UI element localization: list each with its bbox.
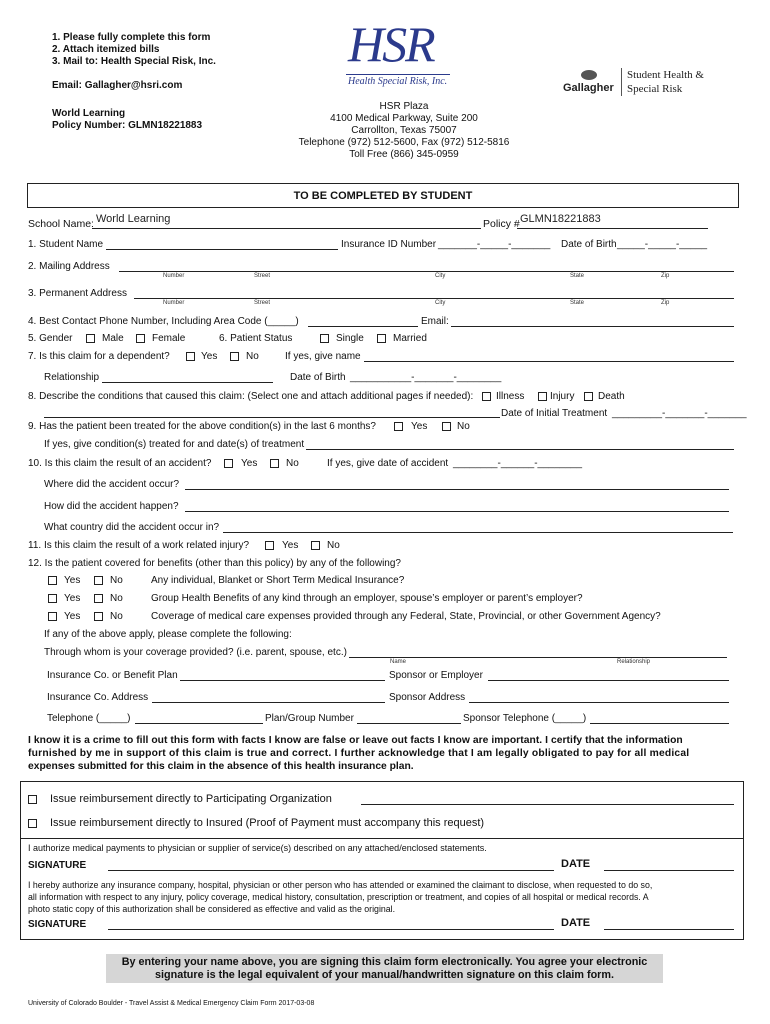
q9b-label: If yes, give condition(s) treated for and date(s) of treatment	[44, 439, 305, 450]
country-label: What country did the accident occur in?	[44, 522, 220, 533]
date-label-1: DATE	[561, 858, 591, 870]
signature-label-1: SIGNATURE	[28, 860, 87, 871]
no-label: No	[110, 611, 123, 622]
insurance-co-field[interactable]	[180, 680, 385, 681]
mailing-address-field[interactable]	[119, 271, 734, 272]
dependent-dob-field[interactable]: ___________-_______-________	[350, 372, 502, 383]
date-field-1[interactable]	[604, 870, 734, 871]
q5-label: 5. Gender	[28, 333, 73, 344]
accident-date-field[interactable]: ________-______-________	[453, 458, 583, 469]
certify-line: I know it is a crime to fill out this form with facts I know are false or leave out facts I know are important. I certify that the information	[28, 735, 683, 746]
gallagher-wordmark: Gallagher	[563, 82, 614, 94]
policy-number: Policy Number: GLMN18221883	[52, 120, 203, 131]
plan-label: Plan/Group Number	[265, 713, 354, 724]
authorize2-line: I hereby authorize any insurance company, hospital, physician or other person who has attended or examined the claimant to disclose, when requested to do so,	[28, 880, 653, 890]
addr-sub-zip: Zip	[661, 300, 670, 306]
q12-label: 12. Is the patient covered for benefits (other than this policy) by any of the following?	[28, 558, 401, 569]
cov3-no-checkbox[interactable]	[94, 612, 103, 621]
dependent-name-field[interactable]	[364, 361, 734, 362]
through-label: Through whom is your coverage provided? (i.e. parent, spouse, etc.)	[44, 647, 347, 658]
work-no-checkbox[interactable]	[311, 541, 320, 550]
plan-field[interactable]	[357, 723, 461, 724]
date-field-2[interactable]	[604, 929, 734, 930]
insurance-id-label: Insurance ID Number	[341, 239, 437, 250]
permanent-address-field[interactable]	[134, 298, 734, 299]
section-title-box	[27, 183, 739, 208]
address-line: 4100 Medical Parkway, Suite 200	[330, 113, 478, 124]
accident-no-checkbox[interactable]	[270, 459, 279, 468]
treated-yes-checkbox[interactable]	[394, 422, 403, 431]
policy-label: Policy #	[483, 218, 520, 230]
relationship-sub: Relationship	[617, 659, 651, 665]
yes-label: Yes	[282, 540, 299, 551]
reimb-org-label: Issue reimbursement directly to Participating Organization	[50, 793, 332, 805]
death-label: Death	[598, 391, 625, 402]
yes-label: Yes	[201, 351, 218, 362]
hsr-logo-subtitle: Health Special Risk, Inc.	[348, 76, 448, 87]
cov2-yes-checkbox[interactable]	[48, 594, 57, 603]
authorize2-line: photo static copy of this authorization shall be considered as effective and valid as the original.	[28, 904, 396, 914]
telephone-field[interactable]	[135, 723, 263, 724]
injury-checkbox[interactable]	[538, 392, 547, 401]
yes-label: Yes	[64, 611, 81, 622]
org-name: World Learning	[52, 108, 126, 119]
gallagher-globe-icon	[581, 70, 597, 80]
address-line: HSR Plaza	[379, 101, 429, 112]
hsr-logo	[344, 18, 454, 88]
injury-label: Injury	[550, 391, 575, 402]
male-checkbox[interactable]	[86, 334, 95, 343]
q1-label: 1. Student Name	[28, 239, 104, 250]
cov1-yes-checkbox[interactable]	[48, 576, 57, 585]
electronic-line-2: signature is the legal equivalent of your manual/handwritten signature on this claim form.	[155, 969, 614, 981]
cov3-yes-checkbox[interactable]	[48, 612, 57, 621]
illness-label: Illness	[496, 391, 525, 402]
sponsor-telephone-field[interactable]	[590, 723, 729, 724]
addr-sub-state: State	[570, 300, 585, 306]
instruction-3: 3. Mail to: Health Special Risk, Inc.	[52, 56, 216, 67]
no-label: No	[110, 593, 123, 604]
female-checkbox[interactable]	[136, 334, 145, 343]
yes-label: Yes	[64, 593, 81, 604]
q3-label: 3. Permanent Address	[28, 288, 127, 299]
q8-label: 8. Describe the conditions that caused this claim: (Select one and attach additional pages if needed):	[28, 391, 474, 402]
q10-label: 10. Is this claim the result of an accident?	[28, 458, 212, 469]
addr-sub-number: Number	[163, 300, 185, 306]
gallagher-tag-2: Special Risk	[627, 83, 683, 95]
certify-line: furnished by me in support of this claim is true and correct. I further acknowledge that I am legally obligated to pay for all medical	[28, 748, 690, 759]
yes-label: Yes	[64, 575, 81, 586]
sponsor-address-label: Sponsor Address	[389, 692, 466, 703]
yes-label: Yes	[241, 458, 258, 469]
footer-text: University of Colorado Boulder - Travel Assist & Medical Emergency Claim Form 2017-03-08	[28, 1000, 315, 1007]
cov2-label: Group Health Benefits of any kind through an employer, spouse’s employer or parent’s employer?	[151, 593, 583, 604]
sponsor-field[interactable]	[488, 680, 729, 681]
dependent-yes-checkbox[interactable]	[186, 352, 195, 361]
insurance-id-field[interactable]: _______-_____-_______	[438, 239, 551, 250]
yes-label: Yes	[411, 421, 428, 432]
instruction-1: 1. Please fully complete this form	[52, 32, 211, 43]
address-line: Telephone (972) 512-5600, Fax (972) 512-5816	[298, 137, 510, 148]
sponsor-label: Sponsor or Employer	[389, 670, 483, 681]
date-label-2: DATE	[561, 917, 591, 929]
single-label: Single	[336, 333, 364, 344]
insurance-address-field[interactable]	[152, 702, 385, 703]
reimb-insured-label: Issue reimbursement directly to Insured (Proof of Payment must accompany this request)	[50, 817, 485, 829]
section-title: TO BE COMPLETED BY STUDENT	[293, 190, 473, 202]
no-label: No	[286, 458, 299, 469]
hsr-logo-text: HSR	[348, 16, 434, 72]
no-label: No	[110, 575, 123, 586]
insurance-address-label: Insurance Co. Address	[47, 692, 149, 703]
reimb-org-field[interactable]	[361, 804, 734, 805]
accident-date-label: If yes, give date of accident	[327, 458, 449, 469]
q4-label: 4. Best Contact Phone Number, Including Area Code (_____)	[28, 316, 299, 327]
treated-no-checkbox[interactable]	[442, 422, 451, 431]
illness-checkbox[interactable]	[482, 392, 491, 401]
married-checkbox[interactable]	[377, 334, 386, 343]
q9-label: 9. Has the patient been treated for the above condition(s) in the last 6 months?	[28, 421, 376, 432]
addr-sub-number: Number	[163, 273, 185, 279]
addr-sub-zip: Zip	[661, 273, 670, 279]
cov1-label: Any individual, Blanket or Short Term Medical Insurance?	[151, 575, 405, 586]
student-name-field[interactable]	[106, 249, 338, 250]
single-checkbox[interactable]	[320, 334, 329, 343]
dob-label: Date of Birth	[561, 239, 617, 250]
signature-field-2[interactable]	[108, 929, 554, 930]
accident-yes-checkbox[interactable]	[224, 459, 233, 468]
school-name-label: School Name:	[28, 218, 94, 230]
signature-field-1[interactable]	[108, 870, 554, 871]
relationship-label: Relationship	[44, 372, 100, 383]
signature-label-2: SIGNATURE	[28, 919, 87, 930]
married-label: Married	[393, 333, 427, 344]
treatment-field[interactable]	[306, 449, 734, 450]
q7-label: 7. Is this claim for a dependent?	[28, 351, 170, 362]
phone-field[interactable]	[308, 326, 418, 327]
gallagher-logo	[563, 66, 723, 102]
cov2-no-checkbox[interactable]	[94, 594, 103, 603]
conditions-field[interactable]	[44, 417, 500, 418]
dependent-dob-label: Date of Birth	[290, 372, 346, 383]
electronic-line-1: By entering your name above, you are signing this claim form electronically. You agree your electronic	[121, 956, 648, 968]
relationship-field[interactable]	[102, 382, 273, 383]
where-field[interactable]	[185, 489, 729, 490]
insurance-co-label: Insurance Co. or Benefit Plan	[47, 670, 178, 681]
addr-sub-state: State	[570, 273, 585, 279]
cov3-label: Coverage of medical care expenses provided through any Federal, State, Provincial, or other Government Agency?	[151, 611, 661, 622]
if-any-label: If any of the above apply, please complete the following:	[44, 629, 292, 640]
dependent-no-checkbox[interactable]	[230, 352, 239, 361]
address-line: Toll Free (866) 345-0959	[349, 149, 459, 160]
electronic-signature-notice	[106, 954, 663, 983]
death-checkbox[interactable]	[584, 392, 593, 401]
how-label: How did the accident happen?	[44, 501, 179, 512]
email-field[interactable]	[451, 326, 734, 327]
telephone-label: Telephone (_____)	[47, 713, 131, 724]
initial-treatment-label: Date of Initial Treatment	[501, 408, 608, 419]
certify-line: expenses submitted for this claim in the absence of this health insurance plan.	[28, 761, 414, 772]
no-label: No	[246, 351, 259, 362]
q2-label: 2. Mailing Address	[28, 261, 110, 272]
instruction-2: 2. Attach itemized bills	[52, 44, 160, 55]
initial-treatment-field[interactable]: _________-_______-_______	[612, 408, 747, 419]
policy-field[interactable]: GLMN18221883	[520, 213, 601, 225]
sponsor-telephone-label: Sponsor Telephone (_____)	[463, 713, 587, 724]
no-label: No	[327, 540, 340, 551]
gallagher-tag-1: Student Health &	[627, 69, 704, 81]
dob-field[interactable]: _____-_____-_____	[617, 239, 708, 250]
email-line: Email: Gallagher@hsri.com	[52, 80, 183, 91]
work-yes-checkbox[interactable]	[265, 541, 274, 550]
male-label: Male	[102, 333, 124, 344]
authorize2-line: all information with respect to any injury, policy coverage, medical history, consultation, prescription or treatment, and copies of all hospital or medical records. A	[28, 892, 649, 902]
dependent-name-label: If yes, give name	[285, 351, 361, 362]
cov1-no-checkbox[interactable]	[94, 576, 103, 585]
through-field[interactable]	[349, 657, 727, 658]
no-label: No	[457, 421, 470, 432]
where-label: Where did the accident occur?	[44, 479, 180, 490]
q11-label: 11. Is this claim the result of a work related injury?	[28, 540, 250, 551]
authorize-text: I authorize medical payments to physician or supplier of service(s) described on any attached/enclosed statements.	[28, 843, 487, 853]
country-field[interactable]	[223, 532, 733, 533]
female-label: Female	[152, 333, 186, 344]
email-label: Email:	[421, 316, 449, 327]
how-field[interactable]	[185, 511, 729, 512]
address-line: Carrollton, Texas 75007	[351, 125, 457, 136]
q6-label: 6. Patient Status	[219, 333, 293, 344]
addr-sub-city: City	[435, 300, 446, 306]
addr-sub-street: Street	[254, 300, 271, 306]
sponsor-address-field[interactable]	[469, 702, 729, 703]
name-sub: Name	[390, 659, 407, 665]
reimb-org-checkbox[interactable]	[28, 795, 37, 804]
addr-sub-street: Street	[254, 273, 271, 279]
reimb-insured-checkbox[interactable]	[28, 819, 37, 828]
addr-sub-city: City	[435, 273, 446, 279]
school-name-field[interactable]: World Learning	[96, 213, 171, 225]
